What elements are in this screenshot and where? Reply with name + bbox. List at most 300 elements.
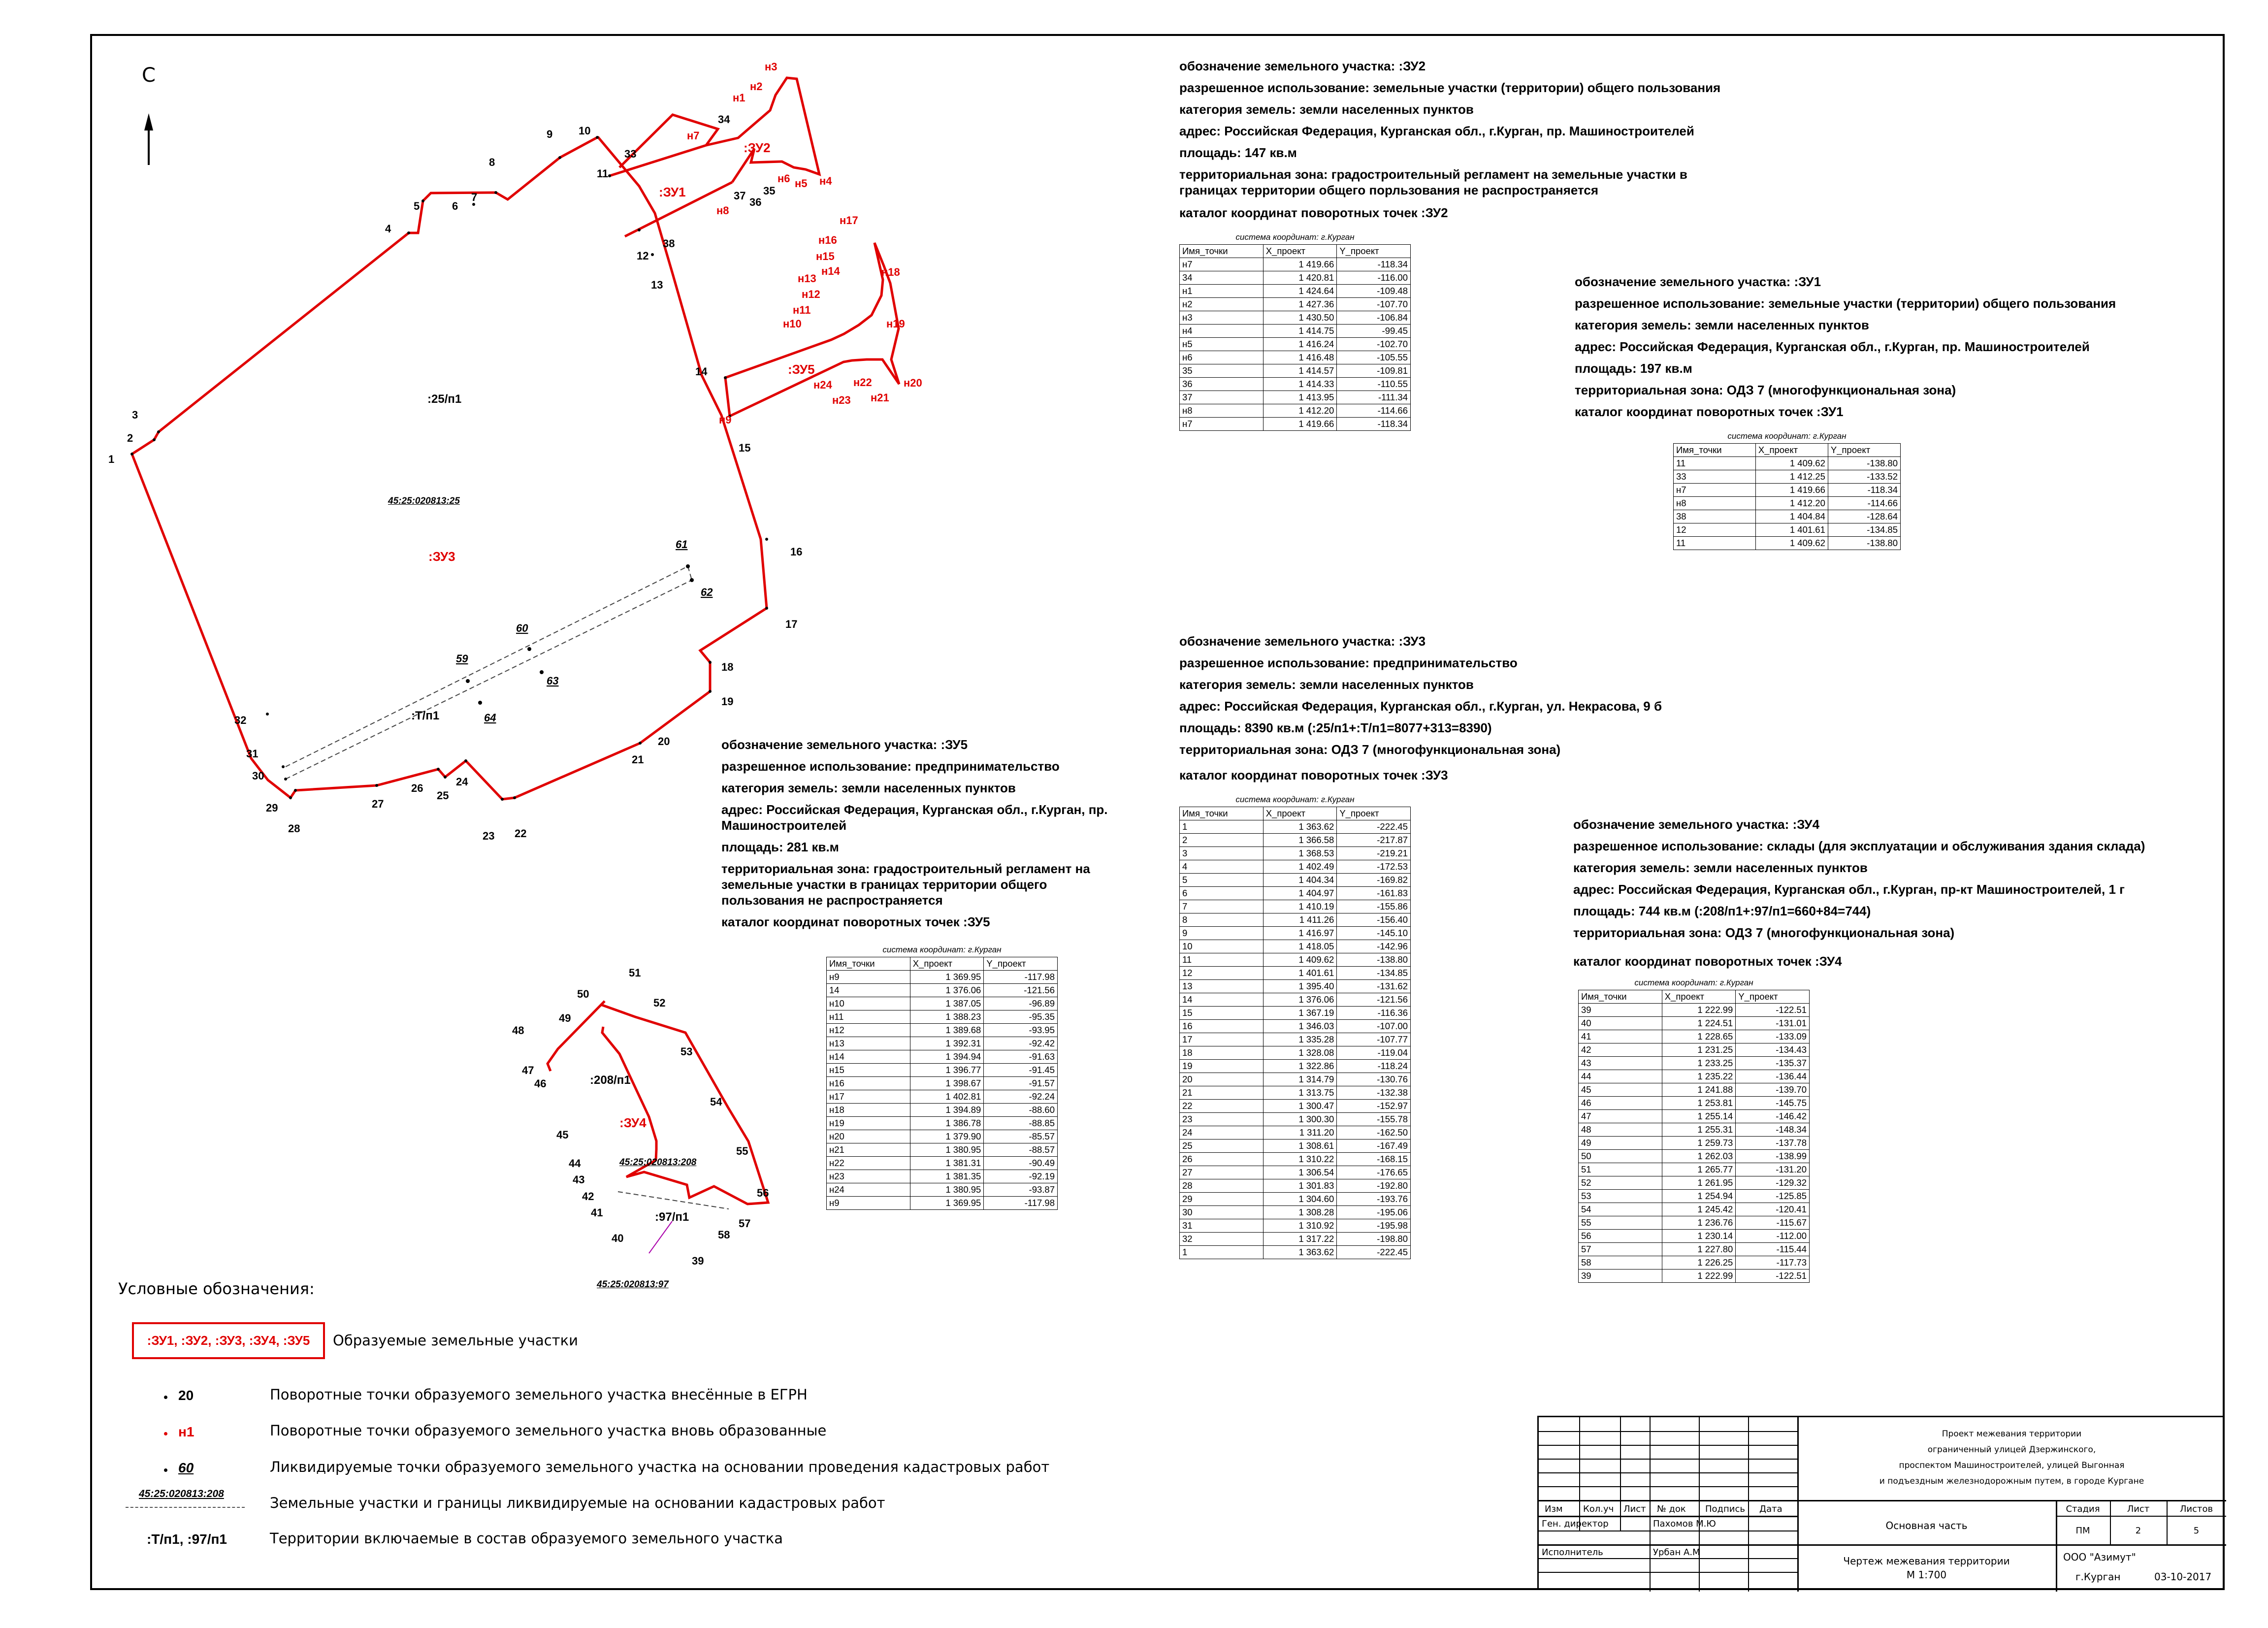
table-row (1180, 1126, 1411, 1140)
table-row (1180, 980, 1411, 993)
zu4-line-0: обозначение земельного участка: :ЗУ4 (1573, 817, 1820, 832)
legend-point-egrn-text: Поворотные точки образуемого земельного участка внесённые в ЕГРН (270, 1386, 808, 1403)
label-cad-97: 45:25:020813:97 (597, 1279, 669, 1290)
table-cell: -114.66 (1337, 404, 1411, 418)
table-cell: 14 (827, 984, 910, 997)
table-cell: -109.81 (1337, 364, 1411, 378)
table-cell: -91.57 (984, 1077, 1058, 1090)
table-cell: 19 (1180, 1060, 1264, 1073)
zu5-catalog (826, 943, 1058, 1210)
legend-point-egrn-symbol: 20 (178, 1388, 194, 1403)
table-row (1180, 1007, 1411, 1020)
svg-text:10: 10 (579, 125, 591, 137)
svg-text:61: 61 (676, 538, 688, 551)
stamp-project-line1: Проект межевания территории (1942, 1429, 2082, 1439)
table-cell: 1 366.58 (1263, 834, 1337, 847)
legend-parcels-box (132, 1322, 325, 1359)
table-cell: 25 (1180, 1140, 1264, 1153)
table-cell: -155.78 (1337, 1113, 1411, 1126)
table-row (1180, 1086, 1411, 1100)
zu3-system: система координат: г.Курган (1235, 795, 1355, 804)
table-row (1180, 913, 1411, 927)
table-cell: -115.67 (1736, 1216, 1810, 1230)
table-cell: 1 388.23 (910, 1010, 984, 1024)
legend-territories-text: Территории включаемые в состав образуемого земельного участка (270, 1530, 783, 1547)
table-cell: 1 335.28 (1263, 1033, 1337, 1046)
zu3-line-2: категория земель: земли населенных пунктов (1179, 677, 1474, 692)
svg-text:н3: н3 (765, 61, 778, 73)
svg-text:н8: н8 (716, 204, 729, 217)
table-cell: -111.34 (1337, 391, 1411, 404)
title-block (1537, 1416, 2225, 1590)
table-cell: -195.98 (1337, 1219, 1411, 1233)
table-row (1579, 1216, 1810, 1230)
table-cell: -88.85 (984, 1117, 1058, 1130)
zu1-catalog (1673, 429, 1901, 550)
table-row (1180, 1140, 1411, 1153)
zu2-info (1179, 55, 1720, 224)
table-cell: -131.01 (1736, 1017, 1810, 1030)
table-cell: н16 (827, 1077, 910, 1090)
svg-text:н13: н13 (798, 272, 816, 285)
table-cell: -134.43 (1736, 1043, 1810, 1057)
table-cell: -112.00 (1736, 1230, 1810, 1243)
table-cell: н14 (827, 1050, 910, 1064)
svg-text:н2: н2 (750, 80, 763, 93)
table-row (1180, 1166, 1411, 1179)
table-cell: 1 301.83 (1263, 1179, 1337, 1193)
label-zu4: :ЗУ4 (619, 1115, 647, 1130)
svg-text:н19: н19 (886, 318, 905, 330)
liquidated-boundaries (286, 566, 729, 1209)
svg-text:н16: н16 (818, 234, 837, 246)
stamp-main-part: Основная часть (1885, 1520, 1968, 1531)
table-cell: -133.52 (1828, 470, 1900, 484)
svg-text:46: 46 (534, 1077, 547, 1090)
svg-text:48: 48 (512, 1024, 524, 1037)
table-row (1180, 1046, 1411, 1060)
table-cell: 1 245.42 (1662, 1203, 1736, 1216)
table-cell: 26 (1180, 1153, 1264, 1166)
table-row (827, 1130, 1058, 1143)
svg-text:45: 45 (556, 1129, 569, 1141)
column-header: Y_проект (1337, 807, 1411, 820)
svg-text:36: 36 (749, 196, 762, 208)
stamp-col-koluch: Кол.уч (1583, 1504, 1614, 1514)
table-row (1180, 1073, 1411, 1086)
table-cell: 1 228.65 (1662, 1030, 1736, 1043)
table-row (1180, 364, 1411, 378)
table-row (1579, 1190, 1810, 1203)
table-cell: -128.64 (1828, 510, 1900, 523)
legend-liquidated-parcel-symbol: 45:25:020813:208 (139, 1488, 224, 1499)
table-cell: -88.57 (984, 1143, 1058, 1157)
table-cell: -117.98 (984, 971, 1058, 984)
table-cell: 1 369.95 (910, 971, 984, 984)
table-cell: -91.45 (984, 1064, 1058, 1077)
table-row (1579, 1203, 1810, 1216)
table-cell: 1 311.20 (1263, 1126, 1337, 1140)
label-zu3: :ЗУ3 (428, 549, 455, 564)
zu2-line-5: территориальная зона: градостроительный регламент на земельные участки в границах территории общего порльзования не распространяется (1179, 167, 1687, 197)
table-row (1674, 457, 1901, 470)
table-cell: -125.85 (1736, 1190, 1810, 1203)
zu1-system: система координат: г.Курган (1727, 431, 1847, 441)
table-cell: -91.63 (984, 1050, 1058, 1064)
svg-text:26: 26 (411, 782, 423, 794)
stamp-drawing-title: Чертеж межевания территории (1843, 1555, 2010, 1567)
table-row (827, 984, 1058, 997)
table-row (1180, 967, 1411, 980)
zu5-boundary (725, 243, 899, 416)
table-cell: 13 (1180, 980, 1264, 993)
label-97-n1: :97/п1 (655, 1210, 689, 1224)
table-cell: 1 380.95 (910, 1143, 984, 1157)
table-cell: 1 401.61 (1755, 523, 1828, 537)
table-cell: н7 (1180, 418, 1264, 431)
table-cell: 29 (1180, 1193, 1264, 1206)
table-header-row (1579, 990, 1810, 1004)
table-cell: 1 402.49 (1263, 860, 1337, 874)
table-cell: -136.44 (1736, 1070, 1810, 1083)
svg-text:18: 18 (721, 661, 734, 673)
zu2-line-0: обозначение земельного участка: :ЗУ2 (1179, 59, 1426, 73)
table-cell: 1 404.97 (1263, 887, 1337, 900)
table-cell: 34 (1180, 271, 1264, 285)
table-row (827, 1024, 1058, 1037)
column-header: X_проект (1662, 990, 1736, 1004)
table-cell: 1 424.64 (1263, 285, 1337, 298)
table-cell: 1 395.40 (1263, 980, 1337, 993)
zu3-info (1179, 630, 1662, 786)
svg-text:7: 7 (471, 191, 478, 203)
table-cell: -162.50 (1337, 1126, 1411, 1140)
table-cell: 23 (1180, 1113, 1264, 1126)
table-cell: -117.98 (984, 1197, 1058, 1210)
table-cell: 1 253.81 (1662, 1097, 1736, 1110)
zu4-info (1573, 814, 2145, 972)
table-cell: 49 (1579, 1137, 1662, 1150)
table-cell: н9 (827, 1197, 910, 1210)
zu3-boundary (132, 137, 767, 799)
table-row (1579, 1150, 1810, 1163)
zu5-info (721, 734, 1130, 933)
table-cell: -217.87 (1337, 834, 1411, 847)
table-cell: 1 314.79 (1263, 1073, 1337, 1086)
boundary-points (130, 136, 768, 801)
table-cell: 1 308.61 (1263, 1140, 1337, 1153)
svg-text:15: 15 (739, 442, 751, 454)
svg-text:5: 5 (414, 200, 420, 212)
table-cell: 1 310.92 (1263, 1219, 1337, 1233)
table-cell: 1 233.25 (1662, 1057, 1736, 1070)
table-cell: -148.34 (1736, 1123, 1810, 1137)
zu5-line-1: разрешенное использование: предпринимательство (721, 759, 1060, 774)
table-cell: -107.00 (1337, 1020, 1411, 1033)
svg-text:17: 17 (785, 618, 798, 630)
table-cell: -90.49 (984, 1157, 1058, 1170)
table-cell: 17 (1180, 1033, 1264, 1046)
zu1-line-1: разрешенное использование: земельные участки (территории) общего пользования (1575, 296, 2116, 311)
svg-text:20: 20 (658, 735, 670, 748)
table-cell: н17 (827, 1090, 910, 1104)
zu1-line-6: каталог координат поворотных точек :ЗУ1 (1575, 404, 1844, 419)
table-header-row (1180, 807, 1411, 820)
svg-text:16: 16 (790, 546, 803, 558)
svg-text:42: 42 (582, 1190, 594, 1203)
table-cell: 6 (1180, 887, 1264, 900)
table-cell: 12 (1674, 523, 1756, 537)
table-row (1180, 418, 1411, 431)
table-cell: 1 409.62 (1755, 457, 1828, 470)
stamp-gen-dir-name: Пахомов М.Ю (1653, 1519, 1716, 1529)
table-row (1180, 1233, 1411, 1246)
table-cell: 4 (1180, 860, 1264, 874)
stamp-col-izm: Изм (1545, 1504, 1563, 1514)
column-header: X_проект (1263, 807, 1337, 820)
table-cell: 5 (1180, 874, 1264, 887)
table-row (1180, 311, 1411, 325)
svg-text:н21: н21 (871, 391, 889, 404)
table-cell: 53 (1579, 1190, 1662, 1203)
table-cell: 1 387.05 (910, 997, 984, 1010)
table-cell: -118.34 (1337, 418, 1411, 431)
table-cell: н2 (1180, 298, 1264, 311)
table-cell: -95.35 (984, 1010, 1058, 1024)
column-header: Имя_точки (1180, 807, 1264, 820)
svg-text:23: 23 (483, 830, 495, 842)
label-cad-25: 45:25:020813:25 (388, 496, 460, 506)
svg-text:57: 57 (739, 1217, 751, 1230)
table-cell: 1 394.94 (910, 1050, 984, 1064)
table-row (827, 1037, 1058, 1050)
svg-text:49: 49 (559, 1012, 571, 1024)
column-header: Имя_точки (1180, 245, 1264, 258)
table-cell: -132.38 (1337, 1086, 1411, 1100)
table-cell: 1 410.19 (1263, 900, 1337, 913)
table-row (827, 1104, 1058, 1117)
legend-point-liquidated-symbol: 60 (178, 1460, 194, 1475)
table-cell: 1 402.81 (910, 1090, 984, 1104)
table-cell: 1 255.14 (1662, 1110, 1736, 1123)
zu5-line-0: обозначение земельного участка: :ЗУ5 (721, 737, 968, 752)
label-zu2: :ЗУ2 (744, 140, 771, 155)
svg-text:51: 51 (629, 967, 641, 979)
table-cell: н23 (827, 1170, 910, 1183)
table-cell: -146.42 (1736, 1110, 1810, 1123)
table-cell: -176.65 (1337, 1166, 1411, 1179)
table-row (1180, 1206, 1411, 1219)
table-cell: -161.83 (1337, 887, 1411, 900)
zu5-line-4: площадь: 281 кв.м (721, 840, 839, 854)
table-cell: -85.57 (984, 1130, 1058, 1143)
table-cell: 48 (1579, 1123, 1662, 1137)
svg-text:54: 54 (710, 1096, 722, 1108)
column-header: Y_проект (984, 957, 1058, 971)
table-cell: -155.86 (1337, 900, 1411, 913)
table-cell: 15 (1180, 1007, 1264, 1020)
table-cell: -107.77 (1337, 1033, 1411, 1046)
table-row (1180, 887, 1411, 900)
table-cell: 1 419.66 (1755, 484, 1828, 497)
table-cell: 1 346.03 (1263, 1020, 1337, 1033)
table-cell: 1 328.08 (1263, 1046, 1337, 1060)
zu2-system: система координат: г.Курган (1235, 232, 1355, 242)
svg-text:62: 62 (701, 586, 713, 598)
table-header-row (1674, 444, 1901, 457)
table-cell: 50 (1579, 1150, 1662, 1163)
table-cell: 54 (1579, 1203, 1662, 1216)
svg-text:63: 63 (547, 675, 559, 687)
table-row (1579, 1137, 1810, 1150)
table-cell: 32 (1180, 1233, 1264, 1246)
table-row (1180, 1113, 1411, 1126)
svg-text:53: 53 (680, 1045, 693, 1058)
table-cell: -130.76 (1337, 1073, 1411, 1086)
table-cell: 11 (1674, 537, 1756, 550)
svg-text:н6: н6 (778, 172, 790, 185)
table-cell: н12 (827, 1024, 910, 1037)
table-cell: 3 (1180, 847, 1264, 860)
table-cell: -222.45 (1337, 820, 1411, 834)
table-cell: н18 (827, 1104, 910, 1117)
legend-point-new-text: Поворотные точки образуемого земельного участка вновь образованные (270, 1422, 827, 1439)
table-row (1180, 298, 1411, 311)
table-cell: 1 (1180, 1246, 1264, 1259)
table-cell: 1 411.26 (1263, 913, 1337, 927)
zu1-boundary (610, 115, 718, 176)
table-cell: н9 (827, 971, 910, 984)
table-cell: -192.80 (1337, 1179, 1411, 1193)
table-cell: -134.85 (1337, 967, 1411, 980)
legend-title: Условные обозначения: (118, 1279, 315, 1298)
table-cell: -92.19 (984, 1170, 1058, 1183)
table-cell: 1 254.94 (1662, 1190, 1736, 1203)
zu3-line-1: разрешенное использование: предпринимательство (1179, 655, 1518, 670)
svg-text:44: 44 (569, 1157, 581, 1170)
table-cell: 1 222.99 (1662, 1004, 1736, 1017)
table-cell: 7 (1180, 900, 1264, 913)
svg-text:н22: н22 (853, 376, 872, 389)
svg-text:60: 60 (516, 622, 528, 634)
svg-text:25: 25 (437, 789, 449, 802)
zu5-system: система координат: г.Курган (882, 945, 1002, 954)
svg-text:50: 50 (577, 988, 589, 1000)
table-cell: н21 (827, 1143, 910, 1157)
svg-text:н5: н5 (795, 177, 808, 190)
stamp-col-list: Лист (1623, 1504, 1646, 1514)
table-cell: н4 (1180, 325, 1264, 338)
table-row (1180, 927, 1411, 940)
label-cad-208: 45:25:020813:208 (619, 1157, 697, 1168)
column-header: Имя_точки (1579, 990, 1662, 1004)
table-cell: 46 (1579, 1097, 1662, 1110)
table-row (1180, 325, 1411, 338)
table-cell: 10 (1180, 940, 1264, 953)
table-cell: 1 226.25 (1662, 1256, 1736, 1270)
table-cell: 1 427.36 (1263, 298, 1337, 311)
table-cell: -119.04 (1337, 1046, 1411, 1060)
table-row (827, 1197, 1058, 1210)
table-cell: -195.06 (1337, 1206, 1411, 1219)
table-cell: 35 (1180, 364, 1264, 378)
table-row (1579, 1004, 1810, 1017)
legend-point-egrn-dot (164, 1396, 167, 1399)
zu5-line-3: адрес: Российская Федерация, Курганская обл., г.Курган, пр. Машиностроителей (721, 802, 1108, 833)
svg-text:3: 3 (132, 409, 138, 421)
svg-text:н12: н12 (802, 288, 820, 300)
table-cell: -115.44 (1736, 1243, 1810, 1256)
svg-text:64: 64 (484, 712, 496, 724)
table-cell: 22 (1180, 1100, 1264, 1113)
table-cell: 1 404.84 (1755, 510, 1828, 523)
column-header: Имя_точки (827, 957, 910, 971)
legend-parcels-text: Образуемые земельные участки (333, 1332, 578, 1349)
zu1-line-0: обозначение земельного участка: :ЗУ1 (1575, 274, 1821, 289)
table-cell: 1 368.53 (1263, 847, 1337, 860)
table-cell: 1 401.61 (1263, 967, 1337, 980)
label-zu1: :ЗУ1 (659, 185, 686, 199)
zu3-line-6: каталог координат поворотных точек :ЗУ3 (1179, 768, 1448, 782)
zu3-catalog (1179, 793, 1411, 1259)
svg-text:39: 39 (692, 1255, 704, 1267)
table-cell: -172.53 (1337, 860, 1411, 874)
svg-text:19: 19 (721, 695, 734, 708)
table-row (827, 1077, 1058, 1090)
table-row (1180, 940, 1411, 953)
table-header-row (1180, 245, 1411, 258)
table-cell: 1 419.66 (1263, 418, 1337, 431)
table-cell: -167.49 (1337, 1140, 1411, 1153)
table-cell: -219.21 (1337, 847, 1411, 860)
svg-text:13: 13 (651, 279, 663, 291)
table-cell: 1 394.89 (910, 1104, 984, 1117)
table-cell: 1 430.50 (1263, 311, 1337, 325)
table-cell: -142.96 (1337, 940, 1411, 953)
svg-text:н24: н24 (813, 379, 832, 391)
stamp-col-data: Дата (1759, 1504, 1782, 1514)
zu4-table (1578, 990, 1810, 1283)
svg-text:н1: н1 (733, 92, 745, 104)
table-cell: 18 (1180, 1046, 1264, 1060)
table-cell: -222.45 (1337, 1246, 1411, 1259)
column-header: Y_проект (1736, 990, 1810, 1004)
table-cell: 1 412.25 (1755, 470, 1828, 484)
table-cell: 42 (1579, 1043, 1662, 1057)
svg-text:35: 35 (763, 185, 776, 197)
table-row (1180, 1246, 1411, 1259)
stamp-stadia-label: Стадия (2066, 1504, 2100, 1514)
table-row (827, 1170, 1058, 1183)
table-row (1180, 1020, 1411, 1033)
table-row (1180, 338, 1411, 351)
svg-text:14: 14 (695, 365, 708, 378)
zu4-line-3: адрес: Российская Федерация, Курганская обл., г.Курган, пр-кт Машиностроителей, 1 г (1573, 882, 2125, 897)
table-cell: 8 (1180, 913, 1264, 927)
table-cell: -93.95 (984, 1024, 1058, 1037)
table-cell: 20 (1180, 1073, 1264, 1086)
table-cell: 38 (1674, 510, 1756, 523)
table-row (1180, 391, 1411, 404)
svg-text:33: 33 (624, 148, 637, 160)
table-cell: 1 392.31 (910, 1037, 984, 1050)
table-cell: -122.51 (1736, 1270, 1810, 1283)
table-cell: 1 230.14 (1662, 1230, 1736, 1243)
table-cell: 1 414.57 (1263, 364, 1337, 378)
table-cell: -121.56 (984, 984, 1058, 997)
table-row (1180, 874, 1411, 887)
stamp-executor-name: Урбан А.М (1653, 1547, 1700, 1558)
